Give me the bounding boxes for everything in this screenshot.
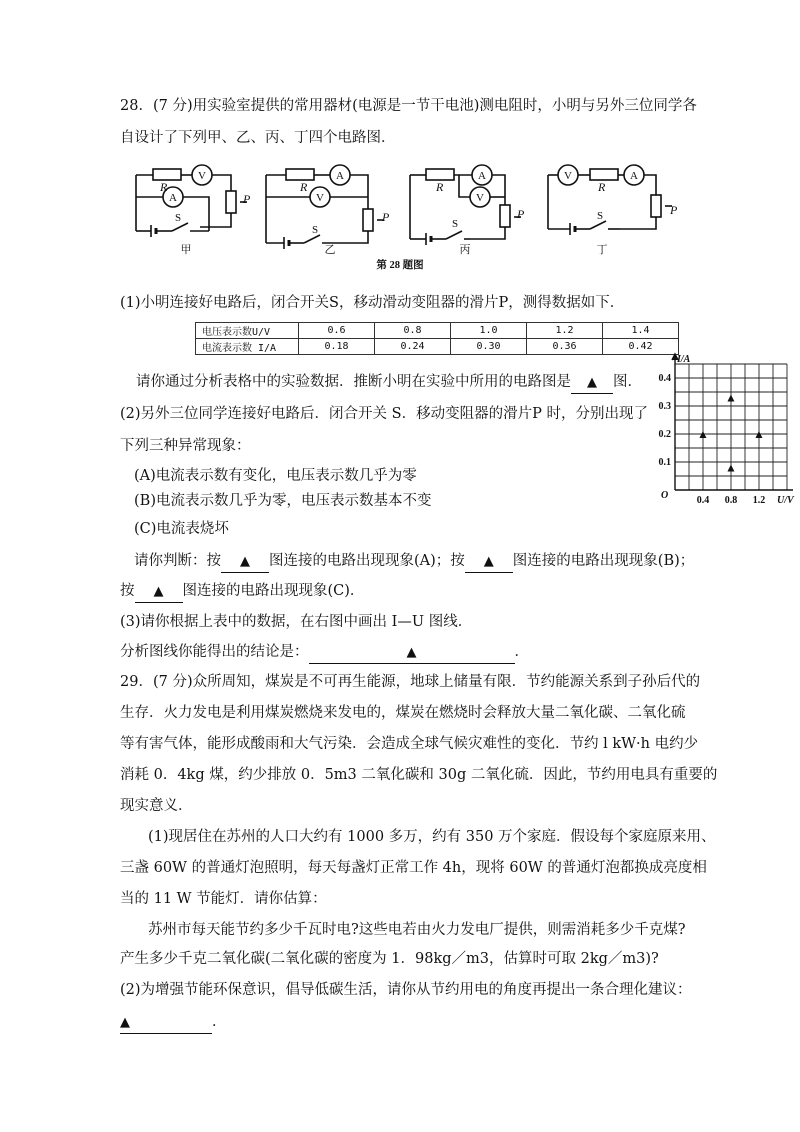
q28-part2-line2: 下列三种异常现象： bbox=[120, 438, 251, 454]
suggestion-blank[interactable]: ▲ bbox=[120, 1012, 212, 1034]
q29-part1-line2: 三盏 60W 的普通灯泡照明，每天每盏灯正常工作 4h，现将 60W 的普通灯泡都换成亮度相 bbox=[120, 860, 707, 876]
q29-line5: 现实意义． bbox=[120, 798, 193, 814]
data-point: ▲ bbox=[725, 460, 737, 475]
table-cell: 1.4 bbox=[603, 323, 679, 339]
q29-part2: (2)为增强节能环保意识，倡导低碳生活，请你从节约用电的角度再提出一条合理化建议： bbox=[120, 982, 692, 998]
data-table bbox=[195, 322, 679, 355]
option-a: (A)电流表示数有变化，电压表示数几乎为零 bbox=[134, 468, 417, 484]
answer-blank[interactable]: ▲ bbox=[465, 551, 513, 573]
table-cell: 0.24 bbox=[375, 339, 451, 355]
bing-p-label: P bbox=[517, 207, 525, 221]
ding-s-label: S bbox=[597, 210, 604, 222]
answer-blank[interactable]: ▲ bbox=[135, 581, 183, 603]
yi-s-label: S bbox=[312, 224, 319, 236]
circuit-diagrams bbox=[0, 155, 800, 275]
yi-r-label: R bbox=[300, 180, 308, 194]
table-cell: 1.0 bbox=[451, 323, 527, 339]
q29-part1-line1: (1)现居住在苏州的人口大约有 1000 多万，约有 350 万个家庭．假设每个家庭原来用、 bbox=[148, 829, 716, 845]
q29-part1-line5: 产生多少千克二氧化碳(二氧化碳的密度为 1．98kg／m3，估算时可取 2kg／m3)? bbox=[120, 951, 659, 967]
yi-ammeter-label: A bbox=[336, 170, 344, 182]
ding-r-label: R bbox=[598, 180, 606, 194]
q29-line3: 等有害气体，能形成酸雨和大气污染．会造成全球气候灾难性的变化．节约 l kW·h 电约少 bbox=[120, 736, 699, 752]
table-row bbox=[196, 323, 679, 339]
q28-intro-line1: 28．(7 分)用实验室提供的常用器材(电源是一节干电池)测电阻时，小明与另外三位同学各 bbox=[120, 98, 697, 114]
bing-s-label: S bbox=[452, 218, 459, 230]
y-tick-label: 0.4 bbox=[658, 373, 671, 384]
circuit-name-jia: 甲 bbox=[180, 244, 192, 256]
q28-part3: (3)请你根据上表中的数据，在右图中画出 I—U 图线． bbox=[120, 614, 473, 630]
jia-ammeter-label: A bbox=[169, 192, 177, 204]
ding-voltmeter-label: V bbox=[564, 170, 572, 182]
q28-judge-line: 请你判断：按 ▲ 图连接的电路出现现象(A)；按 ▲ 图连接的电路出现现象(B)； bbox=[134, 551, 694, 573]
answer-blank[interactable]: ▲ bbox=[221, 551, 269, 573]
table-header-voltage: 电压表示数U/V bbox=[196, 323, 299, 339]
table-cell: 1.2 bbox=[527, 323, 603, 339]
x-tick-label: 0.4 bbox=[696, 495, 710, 506]
option-c: (C)电流表烧坏 bbox=[134, 521, 229, 537]
data-point: ▲ bbox=[697, 427, 709, 441]
table-cell: 0.18 bbox=[299, 339, 375, 355]
q28-part2-line1: (2)另外三位同学连接好电路后．闭合开关 S．移动变阻器的滑片P 时，分别出现了 bbox=[120, 406, 648, 422]
x-tick-label: 0.8 bbox=[724, 495, 738, 506]
figure-caption: 第 28 题图 bbox=[376, 260, 424, 271]
ding-p-label: P bbox=[670, 203, 678, 217]
q29-line2: 生存．火力发电是利用煤炭燃烧来发电的，煤炭在燃烧时会释放大量二氧化碳、二氧化硫 bbox=[120, 705, 686, 721]
q28-conclusion: 分析图线你能得出的结论是： ▲ ． bbox=[120, 642, 529, 664]
bing-ammeter-label: A bbox=[478, 170, 486, 182]
circuit-name-bing: 丙 bbox=[459, 244, 471, 256]
circuit-bing bbox=[410, 165, 521, 245]
bing-voltmeter-label: V bbox=[476, 192, 484, 204]
circuit-name-ding: 丁 bbox=[596, 244, 608, 256]
ding-ammeter-label: A bbox=[630, 170, 638, 182]
answer-blank[interactable]: ▲ bbox=[571, 372, 613, 394]
origin-label: O bbox=[661, 490, 669, 501]
x-tick-label: 1.2 bbox=[752, 495, 766, 506]
table-cell: 0.42 bbox=[603, 339, 679, 355]
q28-part1-question: 请你通过分析表格中的实验数据．推断小明在实验中所用的电路图是 ▲ 图． bbox=[136, 372, 642, 394]
yi-p-label: P bbox=[382, 210, 390, 224]
conclusion-blank[interactable]: ▲ bbox=[309, 642, 515, 664]
circuit-jia bbox=[136, 165, 247, 237]
jia-p-label: P bbox=[243, 192, 251, 206]
q29-part1-line3: 当的 11 W 节能灯．请你估算： bbox=[120, 891, 327, 907]
y-axis-label: I/A bbox=[677, 354, 691, 365]
jia-voltmeter-label: V bbox=[198, 170, 206, 182]
y-tick-label: 0.3 bbox=[658, 401, 671, 412]
yi-voltmeter-label: V bbox=[316, 192, 324, 204]
jia-s-label: S bbox=[175, 212, 182, 224]
data-point: ▲ bbox=[753, 427, 765, 441]
table-cell: 0.8 bbox=[375, 323, 451, 339]
q28-part1: (1)小明连接好电路后，闭合开关S，移动滑动变阻器的滑片P，测得数据如下． bbox=[120, 295, 625, 311]
y-tick-label: 0.1 bbox=[658, 457, 671, 468]
bing-r-label: R bbox=[436, 180, 444, 194]
option-b: (B)电流表示数几乎为零，电压表示数基本不变 bbox=[134, 493, 432, 509]
table-row bbox=[196, 339, 679, 355]
q29-part1-line4: 苏州市每天能节约多少千瓦时电?这些电若由火力发电厂提供，则需消耗多少千克煤? bbox=[148, 922, 686, 938]
y-tick-label: 0.2 bbox=[658, 429, 671, 440]
jia-r-label: R bbox=[160, 180, 168, 194]
q29-line4: 消耗 0．4kg 煤，约少排放 0．5m3 二氧化碳和 30g 二氧化硫．因此，节约用电具有重要的 bbox=[120, 767, 718, 783]
table-cell: 0.36 bbox=[527, 339, 603, 355]
q29-answer-line: ▲ ． bbox=[120, 1012, 227, 1034]
circuit-yi bbox=[266, 165, 384, 249]
table-cell: 0.6 bbox=[299, 323, 375, 339]
table-header-current: 电流表示数 I/A bbox=[196, 339, 299, 355]
q29-line1: 29．(7 分)众所周知，煤炭是不可再生能源，地球上储量有限．节约能源关系到子孙后代的 bbox=[120, 674, 701, 690]
circuit-name-yi: 乙 bbox=[324, 244, 336, 256]
x-axis-label: U/V bbox=[777, 495, 794, 506]
table-cell: 0.30 bbox=[451, 339, 527, 355]
q28-intro-line2: 自设计了下列甲、乙、丙、丁四个电路图． bbox=[120, 130, 396, 146]
iu-graph bbox=[645, 350, 795, 510]
data-point: ▲ bbox=[725, 390, 737, 405]
q28-judge-line2: 按 ▲ 图连接的电路出现现象(C)． bbox=[120, 581, 364, 603]
